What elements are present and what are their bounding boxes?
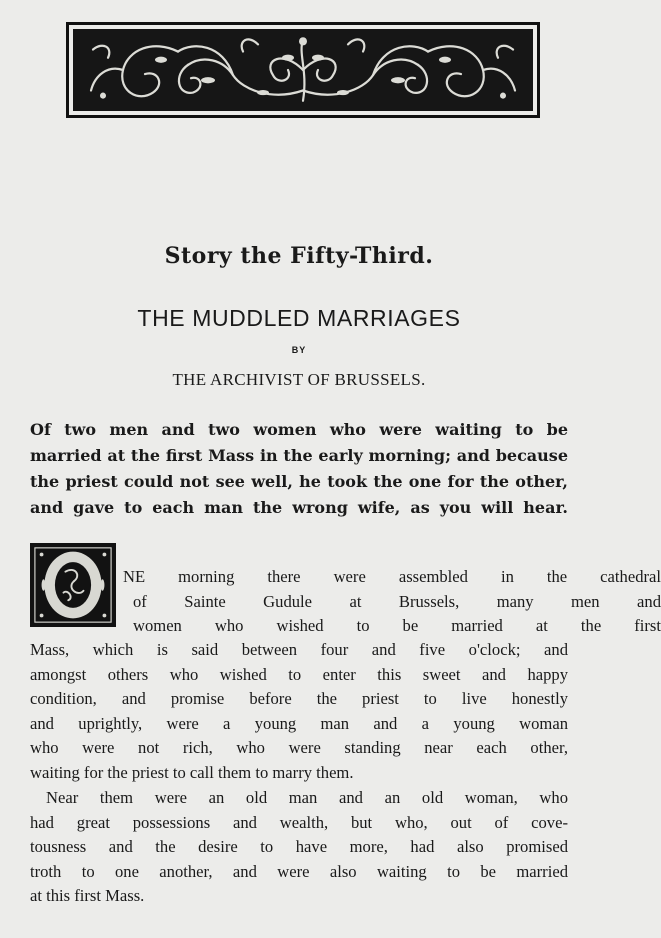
body-line: Mass, which is said between four and five o'clock; and	[30, 640, 568, 659]
body-line: troth to one another, and were also waiting to be married	[30, 861, 568, 881]
author-line: THE ARCHIVIST OF BRUSSELS.	[172, 370, 426, 389]
body-line: women who wished to be married at the first	[133, 616, 661, 635]
by-line: BY	[291, 345, 307, 355]
body-line: at this first Mass.	[30, 886, 145, 905]
paragraph-1-head	[30, 565, 661, 639]
paragraph-1	[30, 638, 568, 785]
summary-line: Of two men and two women who were waiting to be	[30, 420, 568, 439]
page-title: THE MUDDLED MARRIAGES	[137, 305, 461, 331]
floral-headpiece-ornament	[66, 22, 540, 118]
body-line: had great possessions and wealth, but who, out of cove-	[30, 812, 568, 832]
body-line: condition, and promise before the priest to live honestly	[30, 689, 568, 708]
body-line: and uprightly, were a young man and a young woman	[30, 713, 568, 733]
body-line: who were not rich, who were standing near each other,	[30, 738, 568, 757]
summary-line: the priest could not see well, he took the one for the other,	[30, 472, 568, 491]
body-line: amongst others who wished to enter this sweet and happy	[30, 664, 568, 684]
body-line: NE morning there were assembled in the cathedral	[123, 567, 661, 586]
body-line: Near them were an old man and an old woman, who	[46, 788, 568, 807]
body-line: of Sainte Gudule at Brussels, many men and	[133, 591, 661, 611]
paragraph-2	[30, 786, 568, 909]
summary-line: married at the first Mass in the early morning; and because	[30, 446, 568, 465]
floral-scroll-icon	[73, 29, 533, 111]
body-line: tousness and the desire to have more, had also promised	[30, 837, 568, 856]
summary-line: and gave to each man the wrong wife, as you will hear.	[30, 498, 568, 517]
story-summary	[30, 417, 568, 521]
body-line: waiting for the priest to call them to marry them.	[30, 762, 354, 782]
story-title: Story the Fifty-Third.	[164, 243, 434, 269]
